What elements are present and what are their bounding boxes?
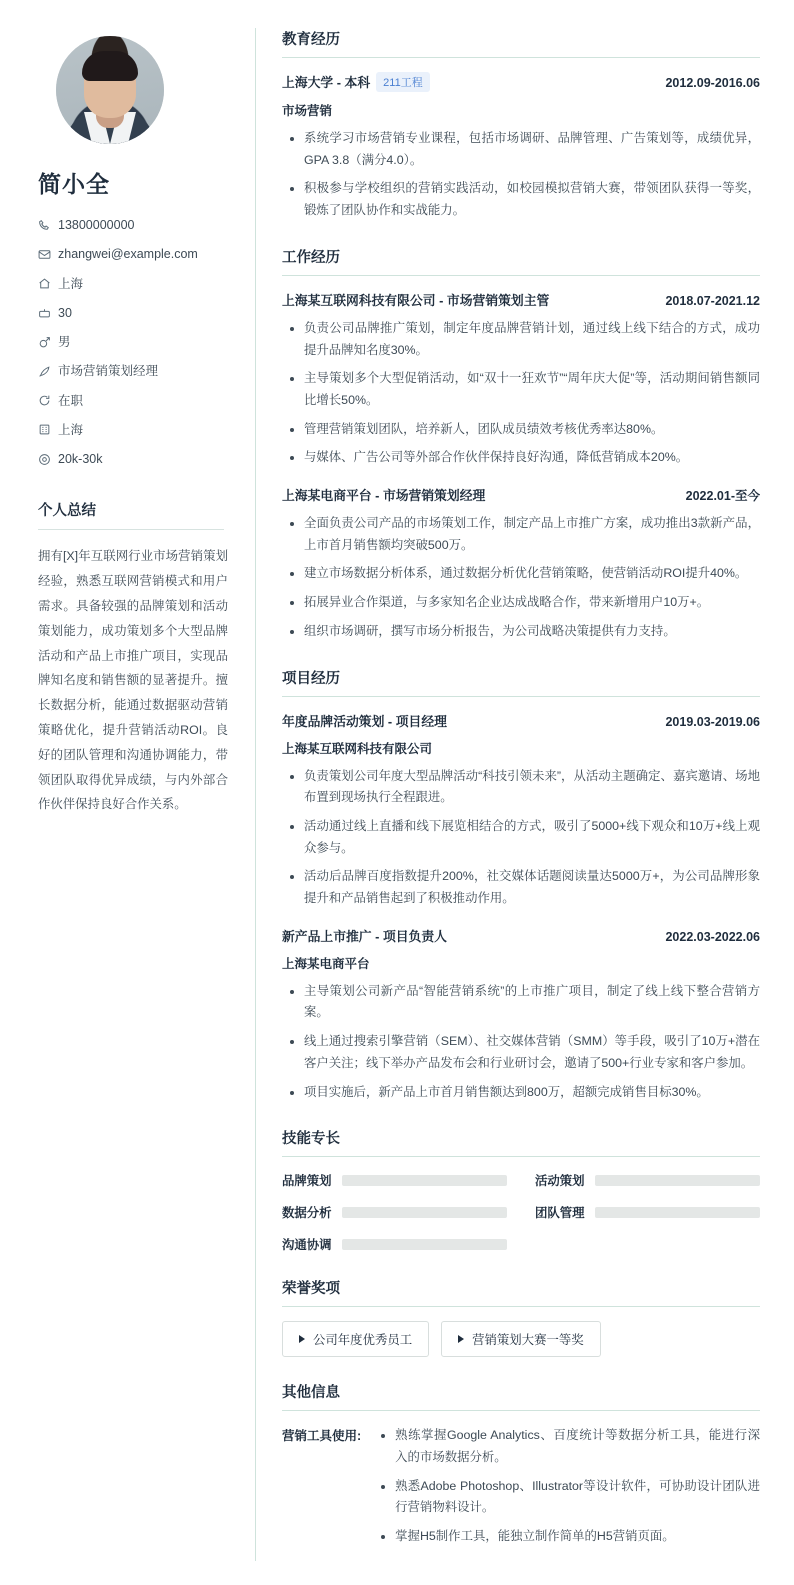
skill-item [282,1235,507,1253]
list-item: 掌握H5制作工具，能独立制作简单的H5营销页面。 [373,1526,760,1548]
contact-salary-value: 20k-30k [58,452,103,466]
summary-title: 个人总结 [38,499,224,530]
skills-grid [282,1171,760,1253]
award-chip[interactable] [441,1321,601,1357]
main-content [256,28,760,1561]
gender-icon [38,336,58,349]
work-org: 上海某互联网科技有限公司 - 市场营销策划主管 [282,292,550,308]
list-item: 线上通过搜索引擎营销（SEM）、社交媒体营销（SMM）等手段，吸引了10万+潜在客户关注；线下举办产品发布会和行业研讨会，邀请了500+行业专家和客户参加。 [282,1031,760,1074]
education-bullets [282,128,760,222]
education-date: 2012.09-2016.06 [665,76,760,90]
section-skills [282,1127,760,1253]
work-entry [282,485,760,643]
list-item: 活动通过线上直播和线下展览相结合的方式，吸引了5000+线下观众和10万+线上观众参与。 [282,816,760,859]
project-entry [282,711,760,910]
contact-email [38,246,233,262]
contact-phone-value: 13800000000 [58,218,135,232]
contact-list [38,217,233,467]
contact-position-value: 市场营销策划经理 [58,364,159,379]
work-date: 2018.07-2021.12 [665,293,760,308]
cake-icon [38,306,58,319]
status-icon [38,394,58,407]
list-item: 全面负责公司产品的市场策划工作，制定产品上市推广方案，成功推出3款新产品，上市首月销售额均突破500万。 [282,513,760,556]
skill-bar [342,1239,507,1250]
skill-item [535,1203,760,1221]
other-bullets [373,1425,760,1555]
skill-bar [342,1207,507,1218]
section-awards [282,1277,760,1357]
contact-gender-value: 男 [58,335,71,349]
education-entry [282,72,760,222]
contact-location [38,276,233,292]
education-title: 教育经历 [282,28,760,58]
contact-phone [38,217,233,233]
play-icon [458,1335,464,1343]
person-name: 简小全 [38,171,110,197]
mail-icon [38,248,58,261]
awards-row [282,1321,760,1357]
project-company: 上海某互联网科技有限公司 [282,741,433,756]
entry-head [282,485,760,504]
skill-item [535,1171,760,1189]
project-bullets [282,766,760,910]
skill-item [282,1171,507,1189]
work-entry [282,290,760,469]
summary-text: 拥有[X]年互联网行业市场营销策划经验，熟悉互联网营销模式和用户需求。具备较强的品牌策划和活动策划能力，成功策划多个大型品牌活动和产品上市推广项目，实现品牌知名度和销售额的显著提升。擅长数据分析，能通过数据驱动营销策略优化，提升营销活动ROI。良好的团队管理和沟通协调能力，带领团队取得优异成绩，与内外部合作伙伴保持良好合作关系。 [38,549,228,812]
sidebar [34,28,256,1561]
section-other [282,1381,760,1555]
award-label: 公司年度优秀员工 [313,1333,413,1348]
list-item: 主导策划公司新产品“智能营销系统”的上市推广项目，制定了线上线下整合营销方案。 [282,981,760,1024]
phone-icon [38,219,58,232]
skill-label: 活动策划 [535,1174,585,1189]
skill-label: 数据分析 [282,1206,332,1221]
contact-status-value: 在职 [58,393,84,408]
skill-item [282,1203,507,1221]
project-date: 2022.03-2022.06 [665,929,760,944]
contact-salary [38,451,233,467]
list-item: 熟悉Adobe Photoshop、Illustrator等设计软件，可协助设计团队进行营销物料设计。 [373,1476,760,1519]
contact-email-value: zhangwei@example.com [58,247,198,262]
entry-head [282,72,760,92]
list-item: 建立市场数据分析体系，通过数据分析优化营销策略，使营销活动ROI提升40%。 [282,563,760,585]
list-item: 积极参与学校组织的营销实践活动，如校园模拟营销大赛，带领团队获得一等奖，锻炼了团队协作和实战能力。 [282,178,760,221]
education-org-text: 上海大学 - 本科 [282,75,371,90]
project-date: 2019.03-2019.06 [665,714,760,729]
list-item: 项目实施后，新产品上市首月销售额达到800万，超额完成销售目标30%。 [282,1082,760,1104]
rocket-icon [38,365,58,378]
project-name: 年度品牌活动策划 - 项目经理 [282,713,447,729]
other-title: 其他信息 [282,1381,760,1411]
skills-title: 技能专长 [282,1127,760,1157]
home-icon [38,277,58,290]
list-item: 组织市场调研，撰写市场分析报告，为公司战略决策提供有力支持。 [282,621,760,643]
skill-label: 沟通协调 [282,1238,332,1253]
building-icon [38,423,58,436]
work-bullets [282,513,760,643]
contact-city [38,422,233,438]
entry-head [282,711,760,730]
contact-age [38,305,233,321]
contact-gender [38,334,233,350]
contact-position [38,363,233,379]
awards-title: 荣誉奖项 [282,1277,760,1307]
play-icon [299,1335,305,1343]
contact-city-value: 上海 [58,422,84,437]
skill-label: 品牌策划 [282,1174,332,1189]
work-title: 工作经历 [282,246,760,276]
skill-bar [595,1207,760,1218]
entry-head [282,926,760,945]
other-label: 营销工具使用: [282,1429,362,1444]
list-item: 负责策划公司年度大型品牌活动“科技引领未来”，从活动主题确定、嘉宾邀请、场地布置到现场执行全程跟进。 [282,766,760,809]
list-item: 系统学习市场营销专业课程，包括市场调研、品牌管理、广告策划等，成绩优异，GPA 3.8（满分4.0）。 [282,128,760,171]
contact-age-value: 30 [58,305,72,320]
list-item: 活动后品牌百度指数提升200%，社交媒体话题阅读量达5000万+，为公司品牌形象提升和产品销售起到了积极推动作用。 [282,866,760,909]
section-work [282,246,760,643]
skill-label: 团队管理 [535,1206,585,1221]
contact-location-value: 上海 [58,276,84,291]
list-item: 负责公司品牌推广策划，制定年度品牌营销计划，通过线上线下结合的方式，成功提升品牌知名度30%。 [282,318,760,361]
projects-title: 项目经历 [282,667,760,697]
other-row [282,1425,760,1555]
project-name: 新产品上市推广 - 项目负责人 [282,928,447,944]
project-entry [282,926,760,1104]
list-item: 拓展异业合作渠道，与多家知名企业达成战略合作，带来新增用户10万+。 [282,592,760,614]
list-item: 熟练掌握Google Analytics、百度统计等数据分析工具，能进行深入的市场数据分析。 [373,1425,760,1468]
award-chip[interactable] [282,1321,429,1357]
work-bullets [282,318,760,469]
project-bullets [282,981,760,1104]
salary-icon [38,453,58,466]
education-tag: 211工程 [376,72,430,92]
section-projects [282,667,760,1104]
award-label: 营销策划大赛一等奖 [472,1333,584,1348]
education-org [282,72,430,92]
contact-status [38,393,233,409]
section-education [282,28,760,222]
work-date: 2022.01-至今 [685,489,760,504]
skill-bar [342,1175,507,1186]
work-org: 上海某电商平台 - 市场营销策划经理 [282,488,486,504]
skill-bar [595,1175,760,1186]
avatar [56,36,164,144]
project-company: 上海某电商平台 [282,956,370,971]
entry-head [282,290,760,309]
list-item: 管理营销策划团队，培养新人，团队成员绩效考核优秀率达80%。 [282,419,760,441]
list-item: 主导策划多个大型促销活动，如“双十一狂欢节”“周年庆大促”等，活动期间销售额同比增长50%。 [282,368,760,411]
avatar-hair [82,51,138,81]
education-major: 市场营销 [282,104,333,118]
list-item: 与媒体、广告公司等外部合作伙伴保持良好沟通，降低营销成本20%。 [282,447,760,469]
